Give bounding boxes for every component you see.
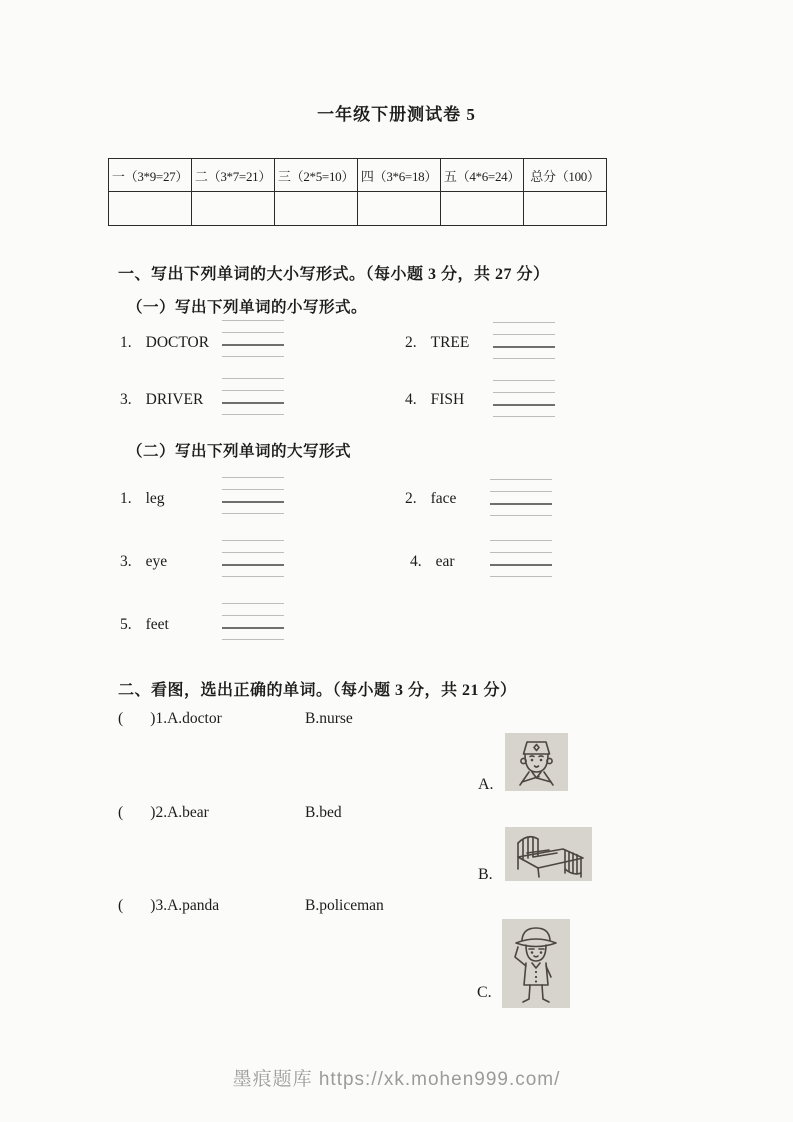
score-blank-cell-5[interactable] — [441, 192, 524, 226]
item-word: leg — [145, 490, 165, 507]
score-blank-cell-2[interactable] — [192, 192, 275, 226]
answer-bracket[interactable]: ( ) — [118, 710, 156, 727]
score-table-header-row — [109, 159, 607, 192]
bed-illustration — [505, 827, 592, 881]
item-word: FISH — [430, 391, 465, 408]
question-row-3 — [118, 897, 538, 915]
footer-watermark: 墨痕题库 https://xk.mohen999.com/ — [232, 1069, 561, 1090]
answer-writing-lines-fish[interactable] — [493, 380, 555, 417]
item-number: 5. — [120, 616, 132, 633]
word-item-tree — [405, 334, 469, 352]
item-word: DRIVER — [145, 391, 204, 408]
item-word: DOCTOR — [145, 334, 210, 351]
answer-writing-lines-tree[interactable] — [493, 322, 555, 359]
item-number: 1. — [120, 334, 132, 351]
word-item-feet — [120, 616, 169, 634]
section-two-heading: 二、看图，选出正确的单词。（每小题 3 分，共 21 分） — [118, 682, 517, 699]
score-table — [108, 158, 607, 226]
option-a-label: 1.A.doctor — [155, 710, 222, 727]
word-item-fish — [405, 391, 464, 409]
nurse-illustration — [505, 733, 568, 791]
question-row-1 — [118, 710, 538, 728]
answer-writing-lines-feet[interactable] — [222, 603, 284, 640]
score-cell-section1: 一（3*9=27） — [109, 159, 192, 192]
answer-writing-lines-face[interactable] — [490, 479, 552, 516]
word-item-leg — [120, 490, 165, 508]
item-number: 3. — [120, 553, 132, 570]
item-word: ear — [435, 553, 455, 570]
word-item-face — [405, 490, 456, 508]
score-blank-cell-total[interactable] — [524, 192, 607, 226]
item-word: TREE — [430, 334, 470, 351]
page-title: 一年级下册测试卷 5 — [317, 105, 476, 124]
option-b-label: B.nurse — [305, 710, 353, 727]
answer-writing-lines-doctor[interactable] — [222, 320, 284, 357]
option-a-label: 3.A.panda — [155, 897, 220, 914]
section-one-part-two-heading: （二）写出下列单词的大写形式 — [127, 443, 352, 460]
score-cell-section3: 三（2*5=10） — [275, 159, 358, 192]
question-row-2 — [118, 804, 538, 822]
item-number: 2. — [405, 490, 417, 507]
item-number: 3. — [120, 391, 132, 408]
score-cell-section4: 四（3*6=18） — [358, 159, 441, 192]
item-number: 2. — [405, 334, 417, 351]
option-b-label: B.bed — [305, 804, 342, 821]
word-item-ear — [410, 553, 455, 571]
item-number: 4. — [410, 553, 422, 570]
answer-writing-lines-ear[interactable] — [490, 540, 552, 577]
item-word: feet — [145, 616, 169, 633]
policeman-illustration — [502, 919, 570, 1008]
answer-writing-lines-eye[interactable] — [222, 540, 284, 577]
score-blank-cell-1[interactable] — [109, 192, 192, 226]
score-table-blank-row — [109, 192, 607, 226]
option-b-label: B.policeman — [305, 897, 384, 914]
figure-a-label: A. — [478, 776, 494, 793]
item-number: 4. — [405, 391, 417, 408]
option-a-label: 2.A.bear — [155, 804, 209, 821]
word-item-doctor — [120, 334, 209, 352]
score-blank-cell-3[interactable] — [275, 192, 358, 226]
section-one-heading: 一、写出下列单词的大小写形式。（每小题 3 分，共 27 分） — [118, 266, 550, 283]
score-cell-total: 总分（100） — [524, 159, 607, 192]
section-one-part-one-heading: （一）写出下列单词的小写形式。 — [127, 299, 368, 316]
figure-b-label: B. — [478, 866, 493, 883]
answer-bracket[interactable]: ( ) — [118, 897, 156, 914]
answer-writing-lines-leg[interactable] — [222, 477, 284, 514]
item-word: face — [430, 490, 457, 507]
item-word: eye — [145, 553, 168, 570]
score-cell-section2: 二（3*7=21） — [192, 159, 275, 192]
word-item-driver — [120, 391, 203, 409]
answer-writing-lines-driver[interactable] — [222, 378, 284, 415]
answer-bracket[interactable]: ( ) — [118, 804, 156, 821]
word-item-eye — [120, 553, 167, 571]
score-cell-section5: 五（4*6=24） — [441, 159, 524, 192]
figure-c-label: C. — [477, 984, 492, 1001]
score-blank-cell-4[interactable] — [358, 192, 441, 226]
item-number: 1. — [120, 490, 132, 507]
